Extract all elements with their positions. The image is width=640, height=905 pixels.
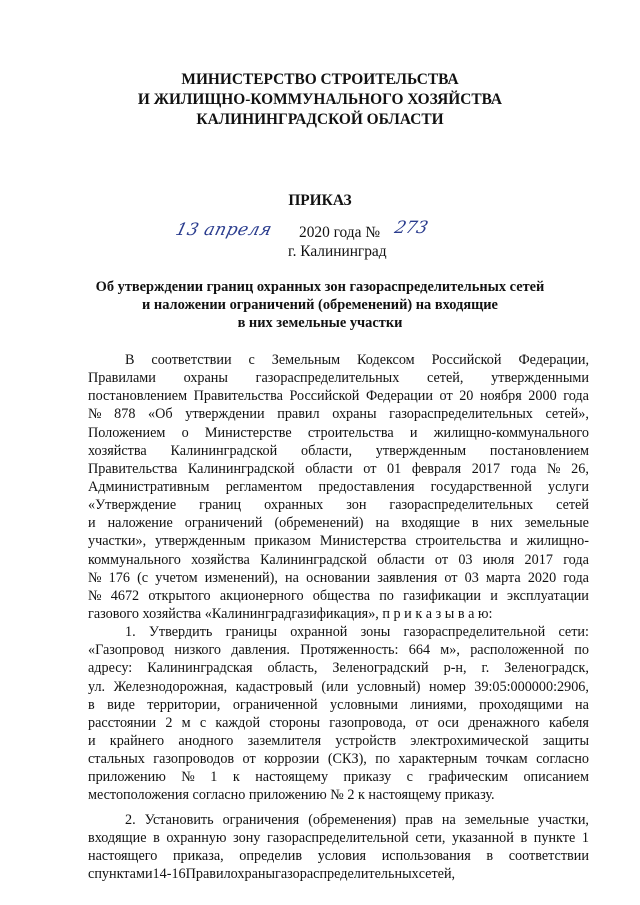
- word: 2: [165, 714, 173, 731]
- word: них: [490, 515, 513, 532]
- word: года: [563, 551, 589, 568]
- word: условия: [317, 847, 367, 864]
- word: г.: [481, 660, 490, 677]
- word: 20: [459, 388, 474, 405]
- word: 2.: [125, 811, 136, 828]
- word: с: [406, 769, 413, 786]
- word: 4672: [110, 587, 140, 604]
- word: Калининградской: [260, 551, 367, 568]
- word: земельные: [524, 515, 589, 532]
- word: зоны: [360, 624, 391, 641]
- word: низкого: [174, 642, 222, 659]
- text-line: [88, 847, 589, 865]
- word: коррозии: [264, 751, 320, 768]
- word: Железнодорожная,: [113, 678, 228, 695]
- word: регламентом: [225, 478, 303, 495]
- word: 2017: [471, 460, 501, 477]
- word: года: [563, 569, 589, 586]
- word: приказу: [343, 769, 392, 786]
- word: общества: [312, 587, 370, 604]
- word: ноября: [479, 388, 522, 405]
- word: 664: [408, 642, 431, 659]
- word: в: [471, 515, 479, 532]
- word: хозяйства: [88, 442, 147, 459]
- word: хозяйства: [191, 551, 250, 568]
- word: оси: [437, 714, 459, 731]
- document-type: ПРИКАЗ: [288, 192, 352, 209]
- word: года: [510, 460, 537, 477]
- word: №: [88, 569, 102, 586]
- word: охраны: [183, 370, 228, 387]
- word: наложение: [107, 515, 173, 532]
- word: в: [153, 829, 160, 846]
- word: 03: [464, 569, 479, 586]
- word: в: [486, 847, 494, 864]
- word: июля: [482, 551, 515, 568]
- word: (СКЗ),: [327, 751, 367, 768]
- word: 878: [114, 406, 136, 423]
- word: государственной: [430, 478, 532, 495]
- word: описанием: [523, 769, 589, 786]
- word: 176: [108, 569, 130, 586]
- word: жилищно-коммунального: [433, 424, 589, 441]
- word: кабеля: [548, 714, 589, 731]
- word: Положением: [88, 424, 166, 441]
- word: основании: [306, 569, 371, 586]
- word: 39:05:000000:2906,: [474, 678, 589, 695]
- word: газораспределительных: [255, 370, 400, 387]
- text-line: [88, 714, 589, 732]
- word: Правил: [185, 865, 231, 882]
- word: на: [441, 811, 456, 828]
- word: приложению: [88, 769, 166, 786]
- word: устройств: [335, 732, 397, 749]
- word: р-н,: [443, 660, 467, 677]
- word: Калининградской: [187, 460, 295, 477]
- word: охраны: [230, 865, 276, 882]
- word: сети,: [415, 829, 446, 846]
- word: 2020: [527, 569, 557, 586]
- word: Российской: [431, 352, 502, 368]
- word: ограничений: [184, 515, 263, 532]
- text-line: [88, 786, 589, 804]
- word: по: [379, 587, 394, 604]
- word: по: [375, 751, 390, 768]
- word: прав: [405, 811, 433, 828]
- word: предоставления: [318, 478, 415, 495]
- word: газораспределительной: [403, 624, 546, 641]
- word: газораспределительных: [389, 406, 533, 423]
- text-line: [88, 732, 589, 750]
- word: расположенной: [470, 642, 564, 659]
- word: постановлением: [489, 442, 589, 459]
- word: открытого: [148, 587, 211, 604]
- word: услуги: [547, 478, 589, 495]
- word: «Об: [148, 406, 173, 423]
- text-line: [88, 587, 589, 605]
- word: «Газопровод: [88, 642, 165, 659]
- subject-line: и наложении ограничений (обременений) на входящие: [142, 297, 498, 313]
- word: настоящего: [88, 847, 158, 864]
- word: утвержденным: [375, 442, 467, 459]
- word: к: [232, 769, 240, 786]
- word: (или: [321, 678, 349, 695]
- word: ограниченной: [232, 696, 318, 713]
- word: стороны: [269, 714, 321, 731]
- word: виде: [107, 696, 135, 713]
- word: зон: [346, 497, 367, 514]
- word: газификации: [403, 587, 481, 604]
- word: крайнего: [109, 732, 165, 749]
- word: Земельным: [271, 352, 341, 368]
- text-line: [88, 750, 589, 768]
- text-line: [88, 351, 589, 369]
- word: местоположения согласно приложению № 2 к настоящему приказу.: [88, 787, 495, 804]
- word: с: [199, 714, 207, 731]
- city: г. Калининград: [288, 243, 387, 260]
- word: характерным: [398, 751, 478, 768]
- ministry-line: МИНИСТЕРСТВО СТРОИТЕЛЬСТВА: [181, 71, 459, 88]
- word: о: [181, 424, 189, 441]
- ministry-line: И ЖИЛИЩНО-КОММУНАЛЬНОГО ХОЗЯЙСТВА: [137, 91, 503, 108]
- word: адресу:: [88, 660, 133, 677]
- word: участки,: [537, 811, 589, 828]
- word: анодного: [178, 732, 234, 749]
- word: Установить: [144, 811, 214, 828]
- word: Административным: [88, 478, 210, 495]
- text-line: [88, 532, 589, 550]
- word: настоящему: [255, 769, 329, 786]
- word: точкам: [485, 751, 528, 768]
- word: с: [248, 352, 255, 368]
- text-line: [88, 768, 589, 786]
- word: м: [181, 714, 191, 731]
- word: линиями,: [410, 696, 467, 713]
- word: Утвердить: [148, 624, 213, 641]
- text-line: [88, 387, 589, 405]
- word: от: [444, 569, 458, 586]
- word: газопровода,: [329, 714, 407, 731]
- word: 1: [581, 829, 589, 846]
- word: утверждении: [185, 406, 265, 423]
- word: 1: [210, 769, 218, 786]
- word: условный): [356, 678, 421, 695]
- paragraph: [88, 351, 589, 623]
- word: сети:: [558, 624, 589, 641]
- word: изменений),: [204, 569, 278, 586]
- text-line: [88, 405, 589, 423]
- word: приказа,: [172, 847, 224, 864]
- word: сетей,: [418, 865, 456, 882]
- word: согласно: [536, 751, 589, 768]
- document-body: [88, 351, 589, 883]
- word: газопроводов: [153, 751, 235, 768]
- word: Зеленоградск,: [504, 660, 589, 677]
- word: границы: [225, 624, 278, 641]
- word: 01: [387, 460, 402, 477]
- word: стальных: [88, 751, 145, 768]
- word: (обременения): [308, 811, 397, 828]
- word: Правительства: [88, 460, 178, 477]
- word: давления.: [231, 642, 290, 659]
- word: Кодексом: [357, 352, 415, 368]
- word: с: [88, 865, 95, 882]
- word: пункте: [533, 829, 576, 846]
- word: №: [88, 587, 102, 604]
- text-line: [88, 369, 589, 387]
- text-line: [88, 696, 589, 714]
- word: соответствии: [151, 352, 232, 368]
- text-line: [88, 442, 589, 460]
- word: (с: [137, 569, 149, 586]
- word: Калининградской: [170, 442, 278, 459]
- word: года: [563, 388, 589, 405]
- word: ограничения: [222, 811, 300, 828]
- word: строительства: [415, 533, 502, 550]
- word: 26,: [571, 460, 589, 477]
- word: заземлителя: [247, 732, 322, 749]
- paragraph: [88, 811, 589, 884]
- word: акционерного: [219, 587, 304, 604]
- word: охранных: [264, 497, 324, 514]
- word: Российской: [289, 388, 360, 405]
- word: марта: [485, 569, 521, 586]
- word: дренажного: [468, 714, 540, 731]
- word: газораспределительных: [275, 865, 419, 882]
- text-line: [88, 569, 589, 587]
- word: и: [88, 732, 96, 749]
- word: в: [88, 696, 95, 713]
- word: «Утверждение: [88, 497, 177, 514]
- text-line: [88, 829, 589, 847]
- text-line: [88, 678, 589, 696]
- word: территории,: [147, 696, 221, 713]
- word: охранной: [290, 624, 348, 641]
- word: февраля: [411, 460, 462, 477]
- word: электрохимической: [410, 732, 529, 749]
- word: постановлением: [88, 388, 188, 405]
- word: границ: [199, 497, 242, 514]
- word: на: [575, 696, 589, 713]
- word: и: [510, 533, 518, 550]
- word: утвержденным: [155, 533, 246, 550]
- ministry-header: [0, 70, 640, 130]
- word: эксплуатации: [507, 587, 589, 604]
- word: зону: [233, 829, 261, 846]
- word: Протяженность:: [300, 642, 399, 659]
- word: строительства: [307, 424, 394, 441]
- word: входящие: [88, 829, 147, 846]
- word: В: [125, 352, 135, 368]
- word: от: [242, 751, 256, 768]
- word: расстоянии: [88, 714, 157, 731]
- word: газового хозяйства «Калининградгазификация», п р и к а з ы в а ю:: [88, 605, 493, 622]
- word: от: [415, 714, 429, 731]
- word: 03: [458, 551, 473, 568]
- text-line: [88, 605, 589, 623]
- subject-line: в них земельные участки: [237, 315, 403, 331]
- word: Правилами: [88, 370, 156, 387]
- word: графическим: [428, 769, 508, 786]
- order-subject: [0, 278, 640, 332]
- word: указанной: [452, 829, 514, 846]
- word: каждой: [215, 714, 261, 731]
- word: пунктами: [94, 865, 153, 882]
- word: соответствии: [508, 847, 589, 864]
- word: проходящими: [479, 696, 563, 713]
- word: на: [375, 515, 390, 532]
- word: газораспределительной: [267, 829, 409, 846]
- word: 2017: [524, 551, 553, 568]
- word: Министерства: [319, 533, 407, 550]
- word: условными: [329, 696, 398, 713]
- word: входящие: [401, 515, 460, 532]
- word: ул.: [88, 678, 106, 695]
- word: и: [409, 424, 418, 441]
- word: №: [88, 406, 102, 423]
- word: приказом: [254, 533, 311, 550]
- word: газораспределительных: [389, 497, 534, 514]
- word: земельные: [464, 811, 529, 828]
- handwritten-date: 13 апреля: [173, 220, 275, 240]
- word: коммунального: [88, 551, 181, 568]
- word: жилищно-: [526, 533, 589, 550]
- word: (обременений): [274, 515, 364, 532]
- word: в: [520, 829, 528, 846]
- word: Министерстве: [204, 424, 292, 441]
- word: 1.: [125, 624, 136, 641]
- word: защиты: [542, 732, 589, 749]
- word: Правительства: [193, 388, 283, 405]
- word: кадастровый: [235, 678, 313, 695]
- word: 2000: [528, 388, 557, 405]
- text-line: [88, 460, 589, 478]
- text-line: [88, 623, 589, 641]
- word: области,: [301, 442, 352, 459]
- word: область,: [267, 660, 318, 677]
- word: сетей: [556, 497, 589, 514]
- word: №: [181, 769, 195, 786]
- handwritten-number: 273: [392, 218, 430, 238]
- text-line: [88, 496, 589, 514]
- word: утвержденными: [491, 370, 589, 387]
- text-line: [88, 659, 589, 677]
- word: Федерации: [365, 388, 433, 405]
- word: правил: [277, 406, 320, 423]
- text-line: [88, 424, 589, 442]
- text-line: [88, 811, 589, 829]
- word: м»,: [440, 642, 460, 659]
- ministry-line: КАЛИНИНГРАДСКОЙ ОБЛАСТИ: [196, 111, 444, 128]
- word: участки»,: [88, 533, 147, 550]
- word: Зеленоградский: [332, 660, 429, 677]
- paragraph: [88, 623, 589, 804]
- word: и: [490, 587, 498, 604]
- word: учетом: [155, 569, 198, 586]
- text-line: [88, 514, 589, 532]
- word: и: [88, 515, 96, 532]
- word: Калининградская: [147, 660, 253, 677]
- text-line: [88, 641, 589, 659]
- text-line: [88, 551, 589, 569]
- word: от: [434, 551, 449, 568]
- word: охранную: [166, 829, 227, 846]
- word: по: [574, 642, 589, 659]
- word: области: [377, 551, 425, 568]
- word: от: [363, 460, 377, 477]
- word: использования: [381, 847, 471, 864]
- word: области: [305, 460, 353, 477]
- word: определив: [239, 847, 303, 864]
- word: на: [285, 569, 299, 586]
- word: сетей»,: [545, 406, 589, 423]
- text-line: [88, 865, 589, 883]
- word: заявления: [377, 569, 438, 586]
- word: номер: [429, 678, 466, 695]
- word: от: [439, 388, 453, 405]
- word: 14-16: [152, 865, 186, 882]
- word: Федерации,: [518, 352, 589, 368]
- word: сетей,: [426, 370, 464, 387]
- text-line: [88, 478, 589, 496]
- word: №: [547, 460, 561, 477]
- word: охраны: [332, 406, 377, 423]
- printed-year: 2020 года №: [299, 224, 381, 241]
- subject-line: Об утверждении границ охранных зон газораспределительных сетей: [95, 279, 545, 295]
